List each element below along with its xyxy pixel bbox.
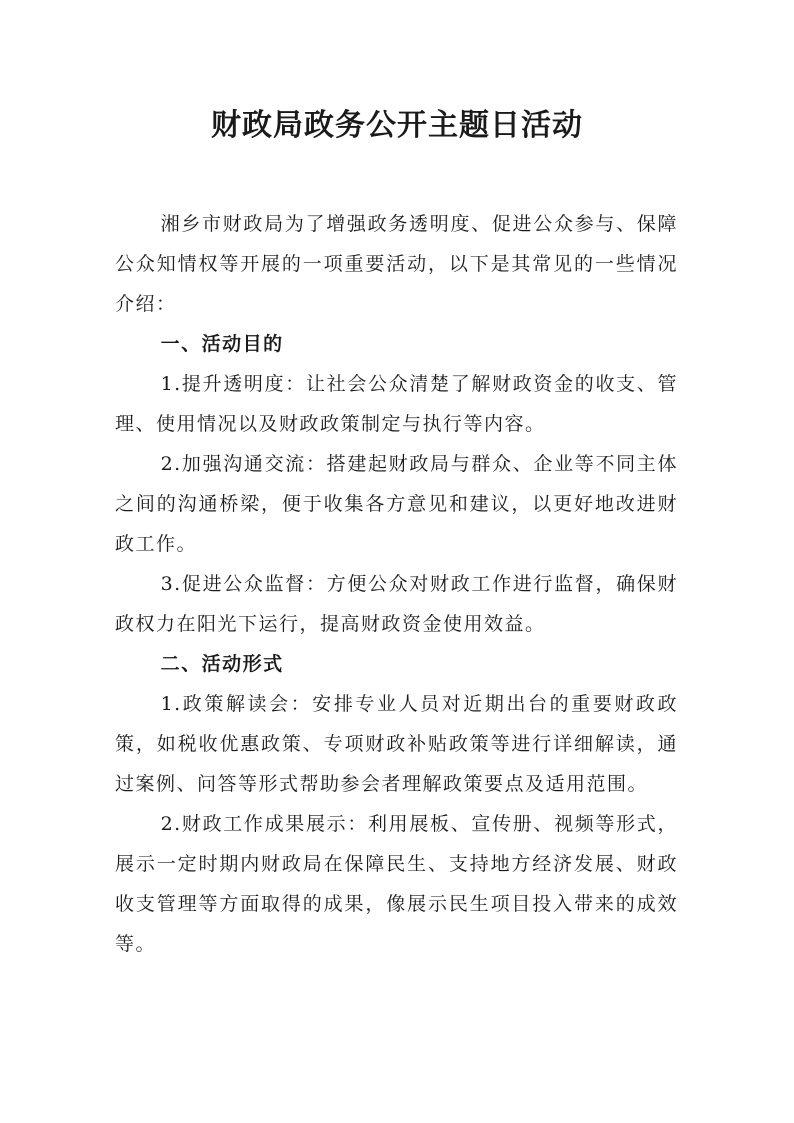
section-heading-purpose: 一、活动目的 xyxy=(160,333,284,355)
purpose-item: 2.加强沟通交流：搭建起财政局与群众、企业等不同主体之间的沟通桥梁，便于收集各方意见和建议，以更好地改进财政工作。 xyxy=(115,453,678,555)
format-item: 2.财政工作成果展示：利用展板、宣传册、视频等形式，展示一定时期内财政局在保障民生、支持地方经济发展、财政收支管理等方面取得的成果，像展示民生项目投入带来的成效等。 xyxy=(115,813,678,955)
intro-paragraph: 湘乡市财政局为了增强政务透明度、促进公众参与、保障公众知情权等开展的一项重要活动，以下是其常见的一些情况介绍： xyxy=(115,213,678,315)
document-body xyxy=(115,204,678,964)
purpose-item: 1.提升透明度：让社会公众清楚了解财政资金的收支、管理、使用情况以及财政政策制定与执行等内容。 xyxy=(115,373,678,435)
section-heading-format: 二、活动形式 xyxy=(160,653,284,675)
format-item: 1.政策解读会：安排专业人员对近期出台的重要财政政策，如税收优惠政策、专项财政补贴政策等进行详细解读，通过案例、问答等形式帮助参会者理解政策要点及适用范围。 xyxy=(115,693,678,795)
document-title: 财政局政务公开主题日活动 xyxy=(211,108,583,143)
purpose-item: 3.促进公众监督：方便公众对财政工作进行监督，确保财政权力在阳光下运行，提高财政资金使用效益。 xyxy=(115,573,678,635)
